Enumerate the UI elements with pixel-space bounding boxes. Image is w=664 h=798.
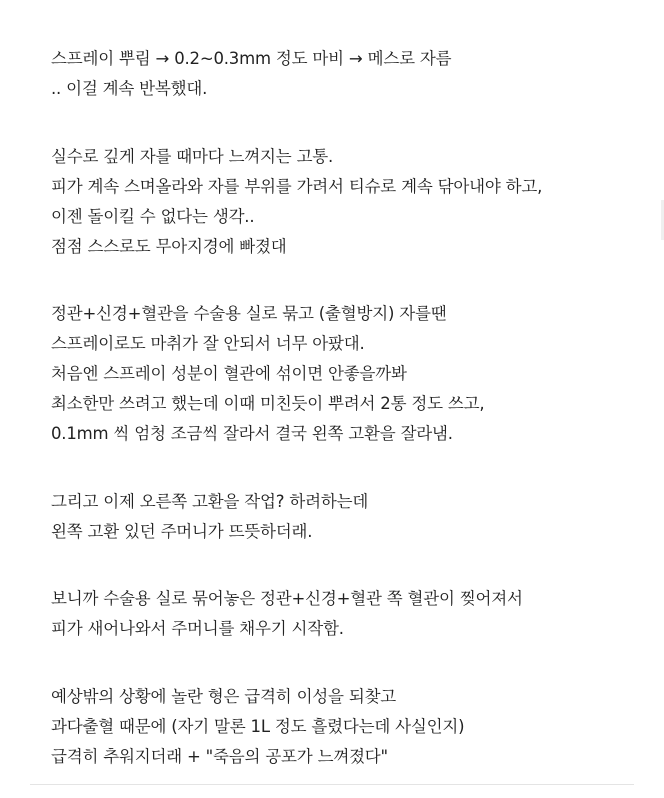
text-line: 그리고 이제 오른쪽 고환을 작업? 하려하는데	[51, 491, 369, 511]
text-line: 스프레이로도 마취가 잘 안되서 너무 아팠대.	[51, 334, 365, 353]
text-line: 과다출혈 때문에 (자기 말론 1L 정도 흘렸다는데 사실인지)	[51, 716, 465, 736]
paragraph-3	[51, 299, 651, 449]
text-line: 보니까 수술용 실로 묶어놓은 정관+신경+혈관 쪽 혈관이 찢어져서	[51, 589, 523, 608]
article-body	[51, 44, 651, 772]
text-line: 실수로 깊게 자를 때마다 느껴지는 고통.	[51, 146, 334, 166]
text-line: 예상밖의 상황에 놀란 형은 급격히 이성을 되찾고	[51, 686, 397, 706]
paragraph-1	[51, 44, 651, 104]
text-line: 정관+신경+혈관을 수술용 실로 묶고 (출혈방지) 자를땐	[51, 304, 447, 323]
paragraph-2	[51, 142, 651, 262]
text-line: .. 이걸 계속 반복했대.	[51, 79, 208, 98]
paragraph-5	[51, 584, 651, 644]
text-line: 급격히 추워지더래 + "죽음의 공포가 느껴졌다"	[51, 746, 388, 766]
text-line: 스프레이 뿌림 → 0.2~0.3mm 정도 마비 → 메스로 자름	[51, 49, 452, 68]
text-line: 점점 스스로도 무아지경에 빠졌대	[51, 236, 287, 256]
text-line: 이젠 돌이킬 수 없다는 생각..	[51, 206, 255, 226]
paragraph-4	[51, 487, 651, 547]
divider	[30, 784, 634, 785]
text-line: 왼쪽 고환 있던 주머니가 뜨뜻하더래.	[51, 521, 313, 541]
text-line: 최소한만 쓰려고 했는데 이때 미친듯이 뿌려서 2통 정도 쓰고,	[51, 394, 485, 413]
text-line: 처음엔 스프레이 성분이 혈관에 섞이면 안좋을까봐	[51, 364, 407, 383]
text-line: 0.1mm 씩 엄청 조금씩 잘라서 결국 왼쪽 고환을 잘라냄.	[51, 424, 453, 443]
text-line: 피가 새어나와서 주머니를 채우기 시작함.	[51, 619, 344, 638]
text-line: 피가 계속 스며올라와 자를 부위를 가려서 티슈로 계속 닦아내야 하고,	[51, 176, 543, 196]
paragraph-6	[51, 682, 651, 772]
